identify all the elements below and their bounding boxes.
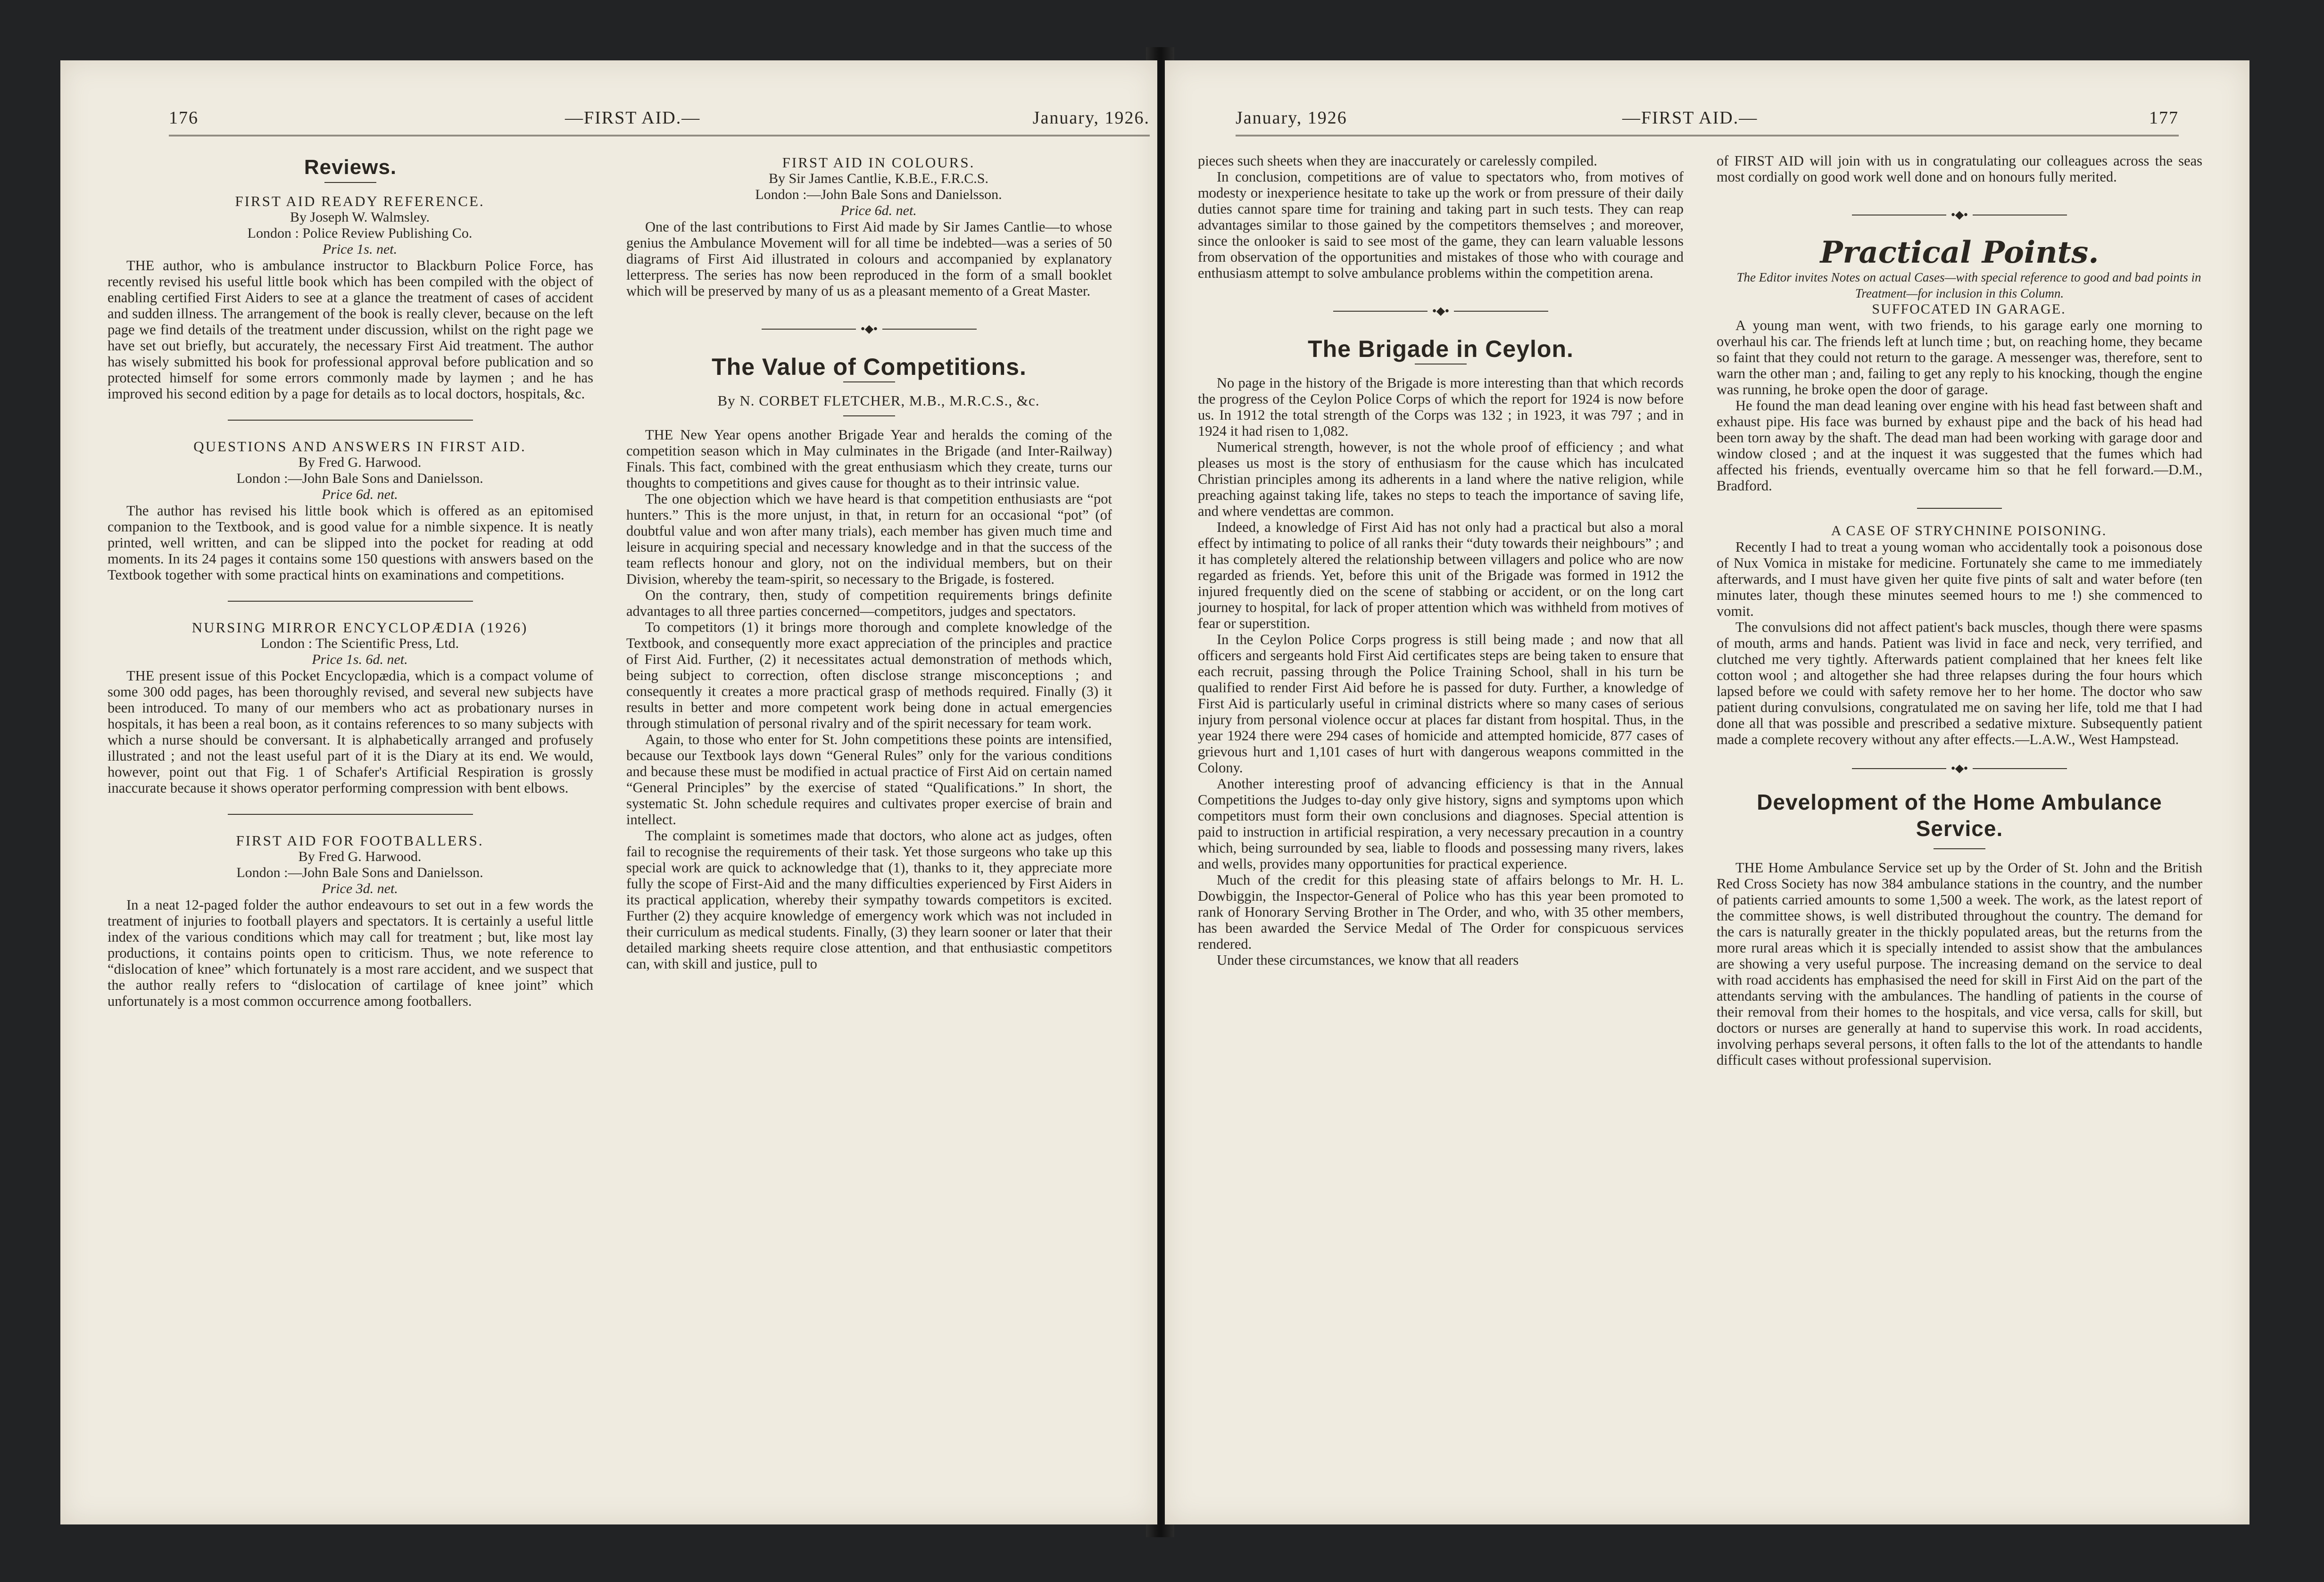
ornament-divider: •◆• [1717, 207, 2202, 223]
right-running-header [1236, 108, 2179, 136]
divider [1917, 508, 2002, 509]
review-title: QUESTIONS AND ANSWERS IN FIRST AID. [193, 438, 526, 455]
review-title: FIRST AID READY REFERENCE. [235, 193, 485, 209]
competitions-paragraph: The one objection which we have heard is that competition enthusiasts are “pot hunters.” This is the more unjust, in that, in return for an occasional “pot” (of doubtful value and won after many trials), each member has given much time and leisure in acquiring special and necessary knowledge and in that the success of the team reflects honour and glory, not on the individual members, but on their Division, whereby the team-spirit, so necessary to the Brigade, is fostered. [626, 491, 1112, 588]
practical-intro: The Editor invites Notes on actual Cases—with special reference to good and bad points in Treatment—for inclusion in this Column. [1736, 270, 2201, 301]
colours-publisher: London :—John Bale Sons and Danielsson. [755, 187, 1002, 202]
ceylon-paragraph: Much of the credit for this pleasing state of affairs belongs to Mr. H. L. Dowbiggin, the Inspector-General of Police who has this year been promoted to rank of Honorary Serving Brother in The Order, and who, with 35 other members, has been awarded the Service Medal of The Order for conspicuous services rendered. [1198, 872, 1684, 953]
left-running-title: —FIRST AID.— [565, 108, 701, 128]
practical-points-heading: Practical Points. [1820, 235, 2099, 271]
competitions-paragraph: Again, to those who enter for St. John competitions these points are intensified, because our Textbook lays down “General Rules” only for the various conditions and because these must be modified in actual practice of First Aid on certain named “General Principles” by the exercise of stated “Qualifications.” In short, the systematic St. John schedule requires and cultivates proper exercise of brain and intellect. [626, 731, 1112, 828]
home-ambulance-paragraph: THE Home Ambulance Service set up by the Order of St. John and the British Red Cross Society has now 384 ambulance stations in the country, and the number of patients carried amounts to some 1,500 a week. The work, as the latest report of the committee shows, is well distributed throughout the country. The demand for the cars is naturally greater in the thickly populated areas, but the returns from the more rural areas which it is specially intended to assist show that the ambulances are showing a very useful purpose. The increasing demand on the service to deal with road accidents has emphasised the need for skill in First Aid on the part of the attendants serving with the ambulances. The handling of patients in the course of their removal from their homes to the hospitals, and vice versa, calls for skill, but doctors or nurses are generally at hand to supervise this work. In road accidents, involving perhaps several persons, it often falls to the lot of the attendants to handle difficult cases without professional supervision. [1717, 859, 2202, 1068]
review-body: The author has revised his little book which is offered as an epitomised companion to the Textbook, and is good value for a nimble sixpence. It is neatly printed, well written, and can be slipped into the pocket for reading at odd moments. In its 24 pages it contains some 150 questions with answers based on the Textbook together with some practical hints on examinations and competitions. [108, 503, 593, 583]
review-item [108, 833, 593, 1009]
left-running-header [169, 108, 1150, 136]
ceylon-paragraph: In the Ceylon Police Corps progress is still being made ; and now that all officers and sergeants hold First Aid certificates steps are being taken to ensure that each recruit, passing through the Police Training School, shall in his turn be qualified to render First Aid before he is passed for duty. Further, a knowledge of First Aid is particularly useful in criminal districts where so many cases of serious injury from personal violence occur at places far distant from hospital. Thus, in the year 1924 there were 294 cases of homicide and attempted homicide, 877 cases of grievous hurt and 1,101 cases of hurt with dangerous weapons committed in the Colony. [1198, 631, 1684, 776]
colours-price: Price 6d. net. [840, 203, 917, 218]
ornament-divider: •◆• [1717, 760, 2202, 776]
colours-body: One of the last contributions to First Aid made by Sir James Cantlie—to whose genius the Ambulance Movement will for all time be indebted—was a series of 50 diagrams of First Aid illustrated in colours and accompanied by explanatory letterpress. The series has now been reproduced in the form of a small booklet which will be preserved by many of us as a pleasant memento of a Great Master. [626, 219, 1112, 299]
ceylon-continued: of FIRST AID will join with us in congratulating our colleagues across the seas most cordially on good work well done and on honours fully merited. [1717, 153, 2202, 185]
ornament-divider: •◆• [626, 321, 1112, 337]
divider [843, 415, 895, 416]
divider [228, 420, 473, 421]
ceylon-paragraph: No page in the history of the Brigade is more interesting than that which records the progress of the Ceylon Police Corps of which the report for 1924 is now before us. In 1912 the total strength of the Corps was 132 ; in 1923, it was 797 ; and in 1924 it had risen to 1,082. [1198, 375, 1684, 439]
case-paragraph: He found the man dead leaning over engine with his head fast between shaft and exhaust pipe. His face was burned by exhaust pipe and the back of his head had been torn away by the shaft. The dead man had been working with garage door and window closed ; and at the inquest it was suggested that the fumes which had affected his friends, eventually overcame him so that he fell forward.—D.M., Bradford. [1717, 398, 2202, 494]
ornament-divider: •◆• [1198, 303, 1684, 319]
competitions-byline: By N. CORBET FLETCHER, M.B., M.R.C.S., &c. [717, 392, 1040, 409]
header-rule [169, 135, 1150, 136]
divider [843, 381, 895, 382]
ceylon-paragraph: Another interesting proof of advancing efficiency is that in the Annual Competitions the Judges to-day only give history, signs and symptoms upon which competitors must form their own conclusions and diagnoses. Special attention is paid to instruction in artificial respiration, a very necessary precaution in a country which, being surrounded by sea, liable to floods and possessing many rivers, lakes and wells, provides many opportunities for practical experience. [1198, 776, 1684, 872]
right-page-number: 177 [2149, 108, 2179, 128]
right-running-title: —FIRST AID.— [1622, 108, 1758, 128]
home-ambulance-heading: Development of the Home Ambulance Service. [1757, 789, 2162, 841]
header-rule [1236, 135, 2179, 136]
competitions-paragraph: On the contrary, then, study of competition requirements brings definite advantages to all three parties concerned—competitors, judges and spectators. [626, 587, 1112, 620]
reviews-heading: Reviews. [304, 156, 397, 179]
case-title: A CASE OF STRYCHNINE POISONING. [1831, 523, 2107, 539]
review-author: By Fred G. Harwood. [298, 455, 422, 470]
review-price: Price 3d. net. [322, 881, 398, 896]
review-body: THE author, who is ambulance instructor to Blackburn Police Force, has recently revised his useful little book which has been compiled with the object of enabling certified First Aiders to see at a glance the treatment of cases of accident and sudden illness. The arrangement of the book is really clever, because on the left page we find details of the treatment under discussion, whilst on the right page we have set out briefly, but accurately, the necessary First Aid treatment. The author has wisely submitted his book for professional approval before publication and so protected himself for some errors commonly made by laymen ; and he has improved his second edition by a page for details as to local doctors, hospitals, &c. [108, 257, 593, 402]
review-price: Price 1s. 6d. net. [312, 652, 408, 667]
review-title: FIRST AID FOR FOOTBALLERS. [236, 832, 484, 849]
competitions-paragraph: THE New Year opens another Brigade Year and heralds the coming of the competition season which in May culminates in the Brigade (and Inter-Railway) Finals. This fact, combined with the great enthusiasm which they create, turns our thoughts to competitions and gives cause for thought as to their intrinsic value. [626, 427, 1112, 491]
competitions-column [626, 155, 1112, 972]
reviews-column [108, 156, 593, 1009]
ceylon-paragraph: Numerical strength, however, is not the whole proof of efficiency ; and what pleases us most is the story of enthusiasm for the cause which has inculcated Christian principles among its adherents in a land where the native religion, while preaching against taking life, takes no steps to teach the importance of saving life, and where vendettas are common. [1198, 439, 1684, 520]
case-paragraph: A young man went, with two friends, to his garage early one morning to overhaul his car. The friends left at lunch time ; but, on reaching home, they became so faint that they could not return to the garage. A messenger was, therefore, sent to warn the other man ; and, failing to get any reply to his knocking, though the engine was running, he broke open the door of garage. [1717, 317, 2202, 398]
left-page [60, 60, 1157, 1524]
left-header-date: January, 1926. [1032, 108, 1150, 128]
review-publisher: London :—John Bale Sons and Danielsson. [236, 865, 483, 880]
review-item [108, 620, 593, 796]
competitions-paragraph: To competitors (1) it brings more thorough and complete knowledge of the Textbook, and consequently more exact appreciation of the principles and practice of First Aid. Further, (2) it necessitates actual demonstration of methods which, being subject to correction, often disclose strange misconceptions ; and consequently it creates a more practical grasp of methods required. Finally (3) it results in better and more competent work being done in actual emergencies through stimulation of personal rivalry and of the spirit necessary for team work. [626, 619, 1112, 732]
review-publisher: London : Police Review Publishing Co. [247, 225, 473, 241]
ceylon-paragraph: Indeed, a knowledge of First Aid has not only had a practical but also a moral effect by intimating to police of all ranks their “duty towards their neighbours” ; and it has completely altered the relationship between villagers and police who are now regarded as friends. Yet, before this unit of the Brigade was formed in 1912 the injured frequently died on the scene of stabbing or accident, or on the long cart journey to hospital, for lack of proper attention which was withheld from motives of fear or superstition. [1198, 519, 1684, 632]
divider [1934, 848, 1985, 849]
review-body: In a neat 12-paged folder the author endeavours to set out in a few words the treatment of injuries to football players and spectators. It is certainly a useful little index of the various conditions which may call for treatment ; but, like most lay productions, it contains points open to criticism. Thus, we note reference to “dislocation of knee” which fortunately is a most rare accident, and we suspect that the author really refers to “dislocation of cartilage of knee joint” which unfortunately is a most common occurrence among footballers. [108, 897, 593, 1009]
ceylon-paragraph: Under these circumstances, we know that all readers [1217, 952, 1519, 969]
competitions-paragraph: The complaint is sometimes made that doctors, who alone act as judges, often fail to recognise the requirements of their task. Yet those surgeons who take up this special work are quick to acknowledge that (1), thanks to it, they appreciate more fully the scope of First-Aid and the many difficulties experienced by First Aiders in its practical application, whereby their sympathy towards competitors is excited. Further (2) they acquire knowledge of emergency work which was not included in their curriculum as medical students. Finally, (3) they learn sooner or later that their detailed marking sheets require close attention, and that enthusiastic competitors can, with skill and justice, pull to [626, 828, 1112, 972]
review-publisher: London : The Scientific Press, Ltd. [260, 636, 459, 651]
divider [228, 601, 473, 602]
colours-title: FIRST AID IN COLOURS. [782, 154, 975, 171]
case-paragraph: The convulsions did not affect patient's back muscles, though there were spasms of mouth, arms and hands. Patient was livid in face and neck, very terrified, and clutched me very tightly. Afterwards patient complained that her knees felt like cotton wool ; and altogether she had three relapses during the four hours which lapsed before we could with safety remove her to her home. The doctor who saw patient during convulsions, congratulated me on saving her life, told me that I had done all that was possible and prescribed a sedative mixture. Subsequently patient made a complete recovery without any after effects.—L.A.W., West Hampstead. [1717, 619, 2202, 748]
review-price: Price 6d. net. [322, 487, 398, 502]
review-item [108, 193, 593, 402]
left-page-number: 176 [169, 108, 199, 128]
competitions-heading: The Value of Competitions. [712, 354, 1027, 381]
review-author: By Joseph W. Walmsley. [290, 209, 430, 225]
review-author: By Fred G. Harwood. [298, 849, 422, 864]
divider [228, 814, 473, 815]
practical-column [1717, 153, 2202, 1068]
ceylon-heading: The Brigade in Ceylon. [1308, 336, 1574, 363]
competitions-continued: In conclusion, competitions are of value to spectators who, from motives of modesty or inexperience hesitate to take up the work or from pressure of their daily duties cannot spare time for training and taking part in such tests. They can reap advantages similar to those gained by the competitors themselves ; and moreover, since the onlooker is said to see most of the game, they can learn valuable lessons from observation of the opportunities and mistakes of those who with courage and enthusiasm attempt to solve ambulance problems within the competition arena. [1198, 169, 1684, 281]
right-header-date: January, 1926 [1236, 108, 1347, 128]
review-price: Price 1s. net. [322, 241, 398, 257]
review-title: NURSING MIRROR ENCYCLOPÆDIA (1926) [191, 619, 528, 636]
case-paragraph: Recently I had to treat a young woman who accidentally took a poisonous dose of Nux Vomica in mistake for medicine. Fortunately she came to me immediately afterwards, and I must have given her quite five pints of salt and water before (ten minutes later, though these minutes seemed hours to me !) she commenced to vomit. [1717, 539, 2202, 620]
case-title: SUFFOCATED IN GARAGE. [1872, 301, 2066, 317]
review-item [108, 439, 593, 583]
review-publisher: London :—John Bale Sons and Danielsson. [236, 471, 483, 486]
right-page [1165, 60, 2249, 1524]
divider [324, 182, 376, 183]
colours-author: By Sir James Cantlie, K.B.E., F.R.C.S. [769, 171, 988, 186]
ceylon-column [1198, 153, 1684, 968]
review-body: THE present issue of this Pocket Encyclopædia, which is a compact volume of some 300 odd pages, has been thoroughly revised, and several new subjects have been introduced. To many of our members who act as probationary nurses in hospitals, it has been a real boon, as it contains references to so many subjects with which a nurse should be conversant. It is alphabetically arranged and profusely illustrated ; and not the least useful part of it is the Diary at its end. We would, however, point out that Fig. 1 of Schafer's Artificial Respiration is grossly inaccurate because it shows operator performing compression with bent elbows. [108, 668, 593, 796]
competitions-continued: pieces such sheets when they are inaccurately or carelessly compiled. [1198, 153, 1597, 169]
